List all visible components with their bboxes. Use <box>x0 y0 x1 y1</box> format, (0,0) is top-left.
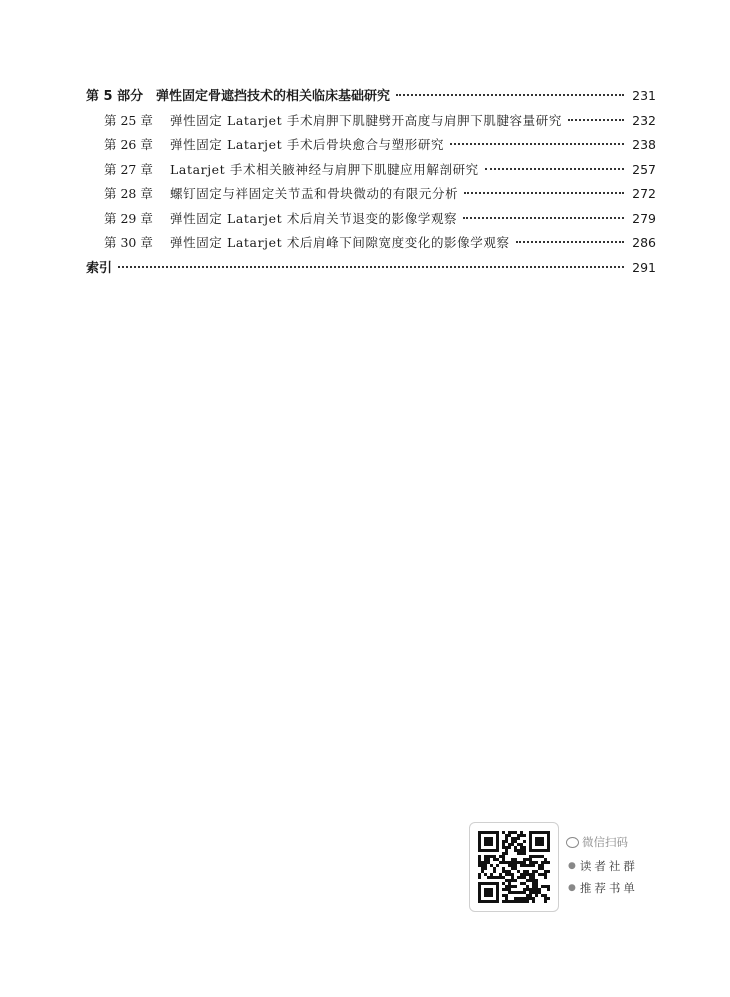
scan-text: 微信扫码 <box>582 835 628 849</box>
table-of-contents <box>86 84 656 280</box>
wechat-icon <box>566 837 579 848</box>
chapter-label: 第 30 章 <box>104 235 153 250</box>
dot-leader <box>568 119 624 121</box>
dot-leader <box>118 266 624 268</box>
page-number: 231 <box>632 88 656 103</box>
qr-code-card[interactable] <box>469 822 559 912</box>
toc-chapter-entry[interactable] <box>86 109 656 134</box>
part-label: 第 5 部分 <box>86 89 144 104</box>
page-number: 279 <box>632 210 656 226</box>
toc-part-entry[interactable] <box>86 84 656 109</box>
page-number: 291 <box>632 259 656 275</box>
feature-recommended-books[interactable] <box>568 880 638 896</box>
chapter-label: 第 27 章 <box>104 161 153 177</box>
chapter-title: 弹性固定 Latarjet 手术后骨块愈合与塑形研究 <box>170 137 445 152</box>
toc-index-entry[interactable] <box>86 256 656 281</box>
part-title: 弹性固定骨遮挡技术的相关临床基础研究 <box>156 89 391 104</box>
chapter-title: 弹性固定 Latarjet 手术肩胛下肌腱劈开高度与肩胛下肌腱容量研究 <box>170 112 562 128</box>
chapter-label: 第 29 章 <box>104 210 153 226</box>
page-number: 257 <box>632 161 656 177</box>
chapter-label: 第 28 章 <box>104 186 153 201</box>
bullet-icon: ● <box>568 883 576 893</box>
feature-label: 读者社群 <box>579 859 638 873</box>
toc-chapter-entry[interactable] <box>86 182 656 207</box>
page-number: 272 <box>632 186 656 201</box>
page-number: 232 <box>632 112 656 128</box>
chapter-label: 第 26 章 <box>104 137 153 152</box>
chapter-title: 弹性固定 Latarjet 术后肩峰下间隙宽度变化的影像学观察 <box>170 235 510 250</box>
index-title: 索引 <box>86 260 113 276</box>
feature-reader-community[interactable] <box>568 858 638 874</box>
toc-chapter-entry[interactable] <box>86 207 656 232</box>
dot-leader <box>463 217 624 219</box>
dot-leader <box>396 94 624 96</box>
page-number: 238 <box>632 137 656 152</box>
dot-leader <box>450 143 624 145</box>
chapter-label: 第 25 章 <box>104 112 153 128</box>
wechat-scan-label <box>566 834 628 850</box>
qr-code-icon <box>478 831 550 903</box>
toc-chapter-entry[interactable] <box>86 133 656 158</box>
dot-leader <box>464 192 624 194</box>
page-number: 286 <box>632 235 656 250</box>
dot-leader <box>516 241 624 243</box>
chapter-title: 螺钉固定与袢固定关节盂和骨块微动的有限元分析 <box>170 186 459 201</box>
feature-label: 推荐书单 <box>579 881 638 895</box>
toc-chapter-entry[interactable] <box>86 231 656 256</box>
chapter-title: Latarjet 手术相关腋神经与肩胛下肌腱应用解剖研究 <box>170 161 479 177</box>
dot-leader <box>485 168 624 170</box>
toc-chapter-entry[interactable] <box>86 158 656 183</box>
chapter-title: 弹性固定 Latarjet 术后肩关节退变的影像学观察 <box>170 210 458 226</box>
bullet-icon: ● <box>568 861 576 871</box>
